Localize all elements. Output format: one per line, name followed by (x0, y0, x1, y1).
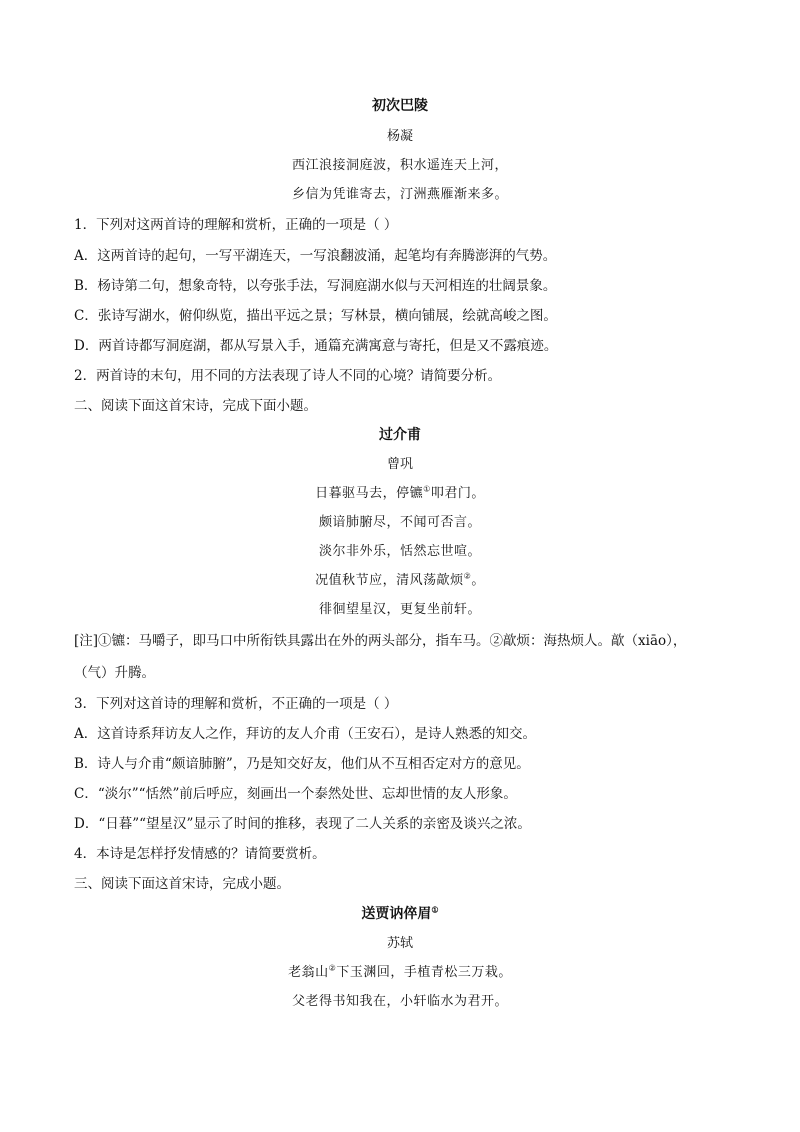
question-1-option-c: C．张诗写湖水，俯仰纵览，描出平远之景；写林景，横向铺展，绘就高峻之图。 (74, 308, 557, 324)
question-4-stem: 4．本诗是怎样抒发情感的？请简要赏析。 (74, 846, 326, 862)
footnote-marker: ② (328, 963, 337, 973)
question-1-option-a: A．这两首诗的起句，一写平湖连天，一写浪翻波涌，起笔均有奔腾澎湃的气势。 (74, 248, 557, 264)
question-3-option-c: C．“淡尔”“恬然”前后呼应，刻画出一个泰然处世、忘却世情的友人形象。 (74, 786, 517, 802)
footnote-marker: ① (423, 484, 431, 494)
question-1-option-b: B．杨诗第二句，想象奇特，以夸张手法，写洞庭湖水似与天河相连的壮阔景象。 (74, 278, 557, 294)
section-2-heading: 二、阅读下面这首宋诗，完成下面小题。 (74, 398, 317, 414)
poem2-title: 过介甫 (379, 427, 421, 443)
question-3-stem: 3．下列对这首诗的理解和赏析，不正确的一项是（ ） (74, 696, 398, 712)
question-1-option-d: D．两首诗都写洞庭湖，都从写景入手，通篇充满寓意与寄托，但是又不露痕迹。 (74, 338, 558, 354)
question-1-stem: 1．下列对这两首诗的理解和赏析，正确的一项是（ ） (74, 217, 398, 233)
poem2-line: 况值秋节应，清风荡歊烦②。 (315, 571, 485, 588)
poem2-line: 徘徊望星汉，更复坐前轩。 (318, 602, 481, 617)
poem2-line: 日暮驱马去，停镳①叩君门。 (315, 484, 485, 501)
poem1-line: 西江浪接洞庭波，积水遥连天上河， (291, 158, 508, 173)
poem3-line: 老翁山②下玉渊回，手植青松三万栽。 (288, 963, 512, 980)
poem2-note: [注]①镳：马嚼子，即马口中所衔铁具露出在外的两头部分，指车马。②歊烦：海热烦人。歊（xiāo）， (74, 633, 687, 649)
question-3-option-b: B．诗人与介甫“颇谙肺腑”，乃是知交好友，他们从不互相否定对方的意见。 (74, 756, 530, 772)
poem3-line: 父老得书知我在，小轩临水为君开。 (291, 994, 508, 1009)
section-3-heading: 三、阅读下面这首宋诗，完成小题。 (74, 876, 290, 892)
poem2-line: 淡尔非外乐，恬然忘世喧。 (318, 544, 481, 559)
poem1-line: 乡信为凭谁寄去，汀洲燕雁渐来多。 (291, 187, 508, 202)
poem2-line: 颇谙肺腑尽，不闻可否言。 (318, 515, 481, 530)
poem2-note-continued: （气）升腾。 (74, 665, 155, 681)
poem3-title: 送贾讷倅眉① (361, 904, 439, 922)
footnote-marker: ② (463, 571, 472, 581)
poem1-author: 杨凝 (386, 129, 413, 144)
question-2-stem: 2．两首诗的末句，用不同的方法表现了诗人不同的心境？请简要分析。 (74, 368, 502, 384)
poem3-author: 苏轼 (386, 936, 413, 951)
question-3-option-a: A．这首诗系拜访友人之作，拜访的友人介甫（王安石），是诗人熟悉的知交。 (74, 726, 536, 742)
poem2-author: 曾巩 (386, 457, 413, 472)
footnote-marker: ① (431, 904, 439, 915)
question-3-option-d: D．“日暮”“望星汉”显示了时间的推移，表现了二人关系的亲密及谈兴之浓。 (74, 816, 531, 832)
poem1-title: 初次巴陵 (372, 98, 428, 114)
